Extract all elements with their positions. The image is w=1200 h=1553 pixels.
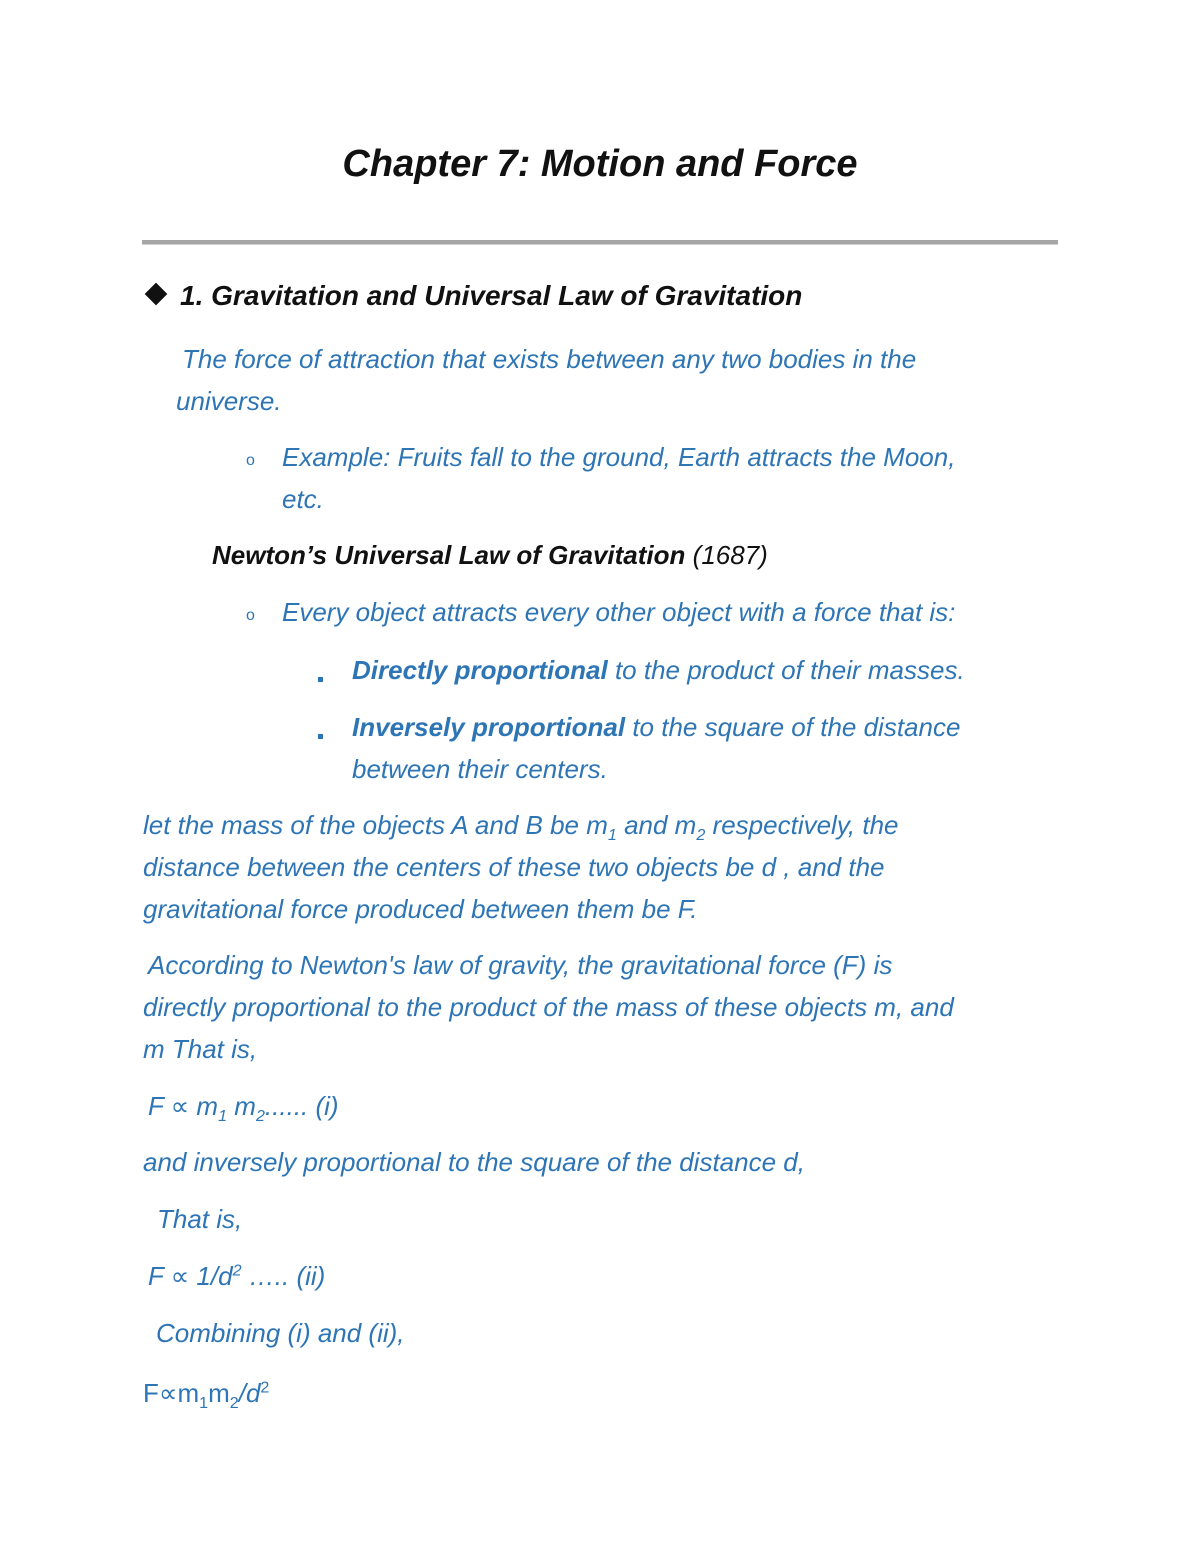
law-heading-text: Newton’s Universal Law of Gravitation — [212, 540, 686, 570]
diamond-bullet-icon — [145, 283, 168, 306]
square-bullet-icon — [318, 726, 323, 744]
point-inversely-proportional — [352, 712, 960, 743]
paragraph-2-line-1: According to Newton's law of gravity, the gravitational force (F) is — [148, 950, 893, 980]
circle-bullet-icon: o — [246, 452, 255, 469]
section-heading — [146, 280, 802, 312]
definition-line-1: The force of attraction that exists between any two bodies in the — [182, 344, 917, 374]
point2-rest: to the square of the distance — [632, 712, 961, 742]
point2-bold: Inversely proportional — [352, 712, 626, 742]
law-year: (1687) — [692, 540, 768, 570]
combining-text: Combining (i) and (ii), — [156, 1318, 405, 1348]
that-is-text: That is, — [157, 1204, 243, 1234]
paragraph-2-line-2: directly proportional to the product of the mass of these objects m, and — [143, 992, 954, 1022]
point1-rest: to the product of their masses. — [614, 655, 965, 685]
paragraph-2-line-3: m That is, — [143, 1034, 258, 1064]
example-line-2: etc. — [282, 484, 324, 514]
law-statement: Every object attracts every other object with a force that is: — [282, 597, 956, 627]
circle-bullet-icon: o — [246, 607, 255, 624]
definition-line-2: universe. — [176, 386, 282, 416]
title-divider — [142, 240, 1058, 245]
law-heading — [212, 540, 768, 571]
paragraph-1-line-1: let the mass of the objects A and B be $m_1$ and $m_2$ respectively, the — [143, 810, 899, 845]
point-directly-proportional — [352, 655, 965, 686]
paragraph-3: and inversely proportional to the square of the distance d, — [143, 1147, 805, 1177]
point1-bold: Directly proportional — [352, 655, 608, 685]
paragraph-1-line-2: distance between the centers of these two objects be d , and the — [143, 852, 885, 882]
section-number: 1. — [180, 280, 204, 311]
example-line-1: Example: Fruits fall to the ground, Earth attracts the Moon, — [282, 442, 956, 472]
final-formula: $F\propto m_1m_2/d^2$ — [143, 1378, 270, 1413]
point2-line-2: between their centers. — [352, 754, 608, 784]
square-bullet-icon — [318, 669, 323, 687]
equation-1: $F \propto m_1$ $m_2$...... (i) — [148, 1091, 339, 1126]
equation-2: $F \propto 1/d^2$ ….. (ii) — [148, 1261, 326, 1291]
paragraph-1-line-3: gravitational force produced between them be F. — [143, 894, 698, 924]
page-title: Chapter 7: Motion and Force — [342, 143, 858, 185]
section-heading-text: Gravitation and Universal Law of Gravitation — [211, 280, 803, 311]
